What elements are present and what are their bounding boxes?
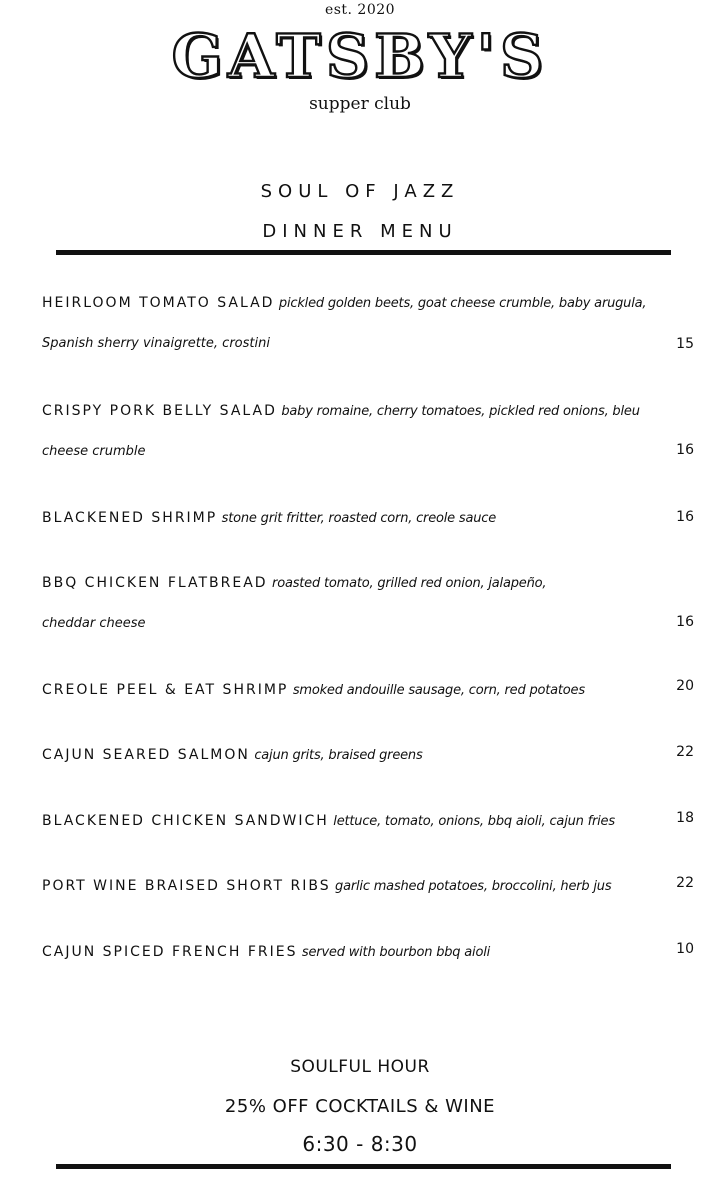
menu-item-blackened-shrimp	[42, 509, 702, 528]
menu-item-description: baby romaine, cherry tomatoes, pickled red onions, bleu	[281, 404, 640, 419]
restaurant-logo: GATSBY'S	[171, 22, 549, 92]
menu-item-name: PORT WINE BRAISED SHORT RIBS	[42, 878, 331, 894]
menu-item-description: lettuce, tomato, onions, bbq aioli, cajun fries	[333, 814, 615, 829]
menu-item-description: stone grit fritter, roasted corn, creole sauce	[221, 511, 497, 526]
menu-title-line-2: DINNER MENU	[262, 221, 458, 242]
menu-item-cajun-spiced-french-fries	[42, 943, 702, 962]
est-label: est. 2020	[324, 2, 396, 18]
menu-item-port-wine-braised-short-ribs	[42, 877, 702, 896]
menu-item-price: 16	[676, 509, 694, 525]
menu-item-blackened-chicken-sandwich	[42, 812, 702, 831]
menu-item-name: CAJUN SEARED SALMON	[42, 747, 250, 763]
menu-item-description: roasted tomato, grilled red onion, jalapeño,	[272, 576, 547, 591]
menu-item-description: garlic mashed potatoes, broccolini, herb jus	[335, 879, 612, 894]
menu-item-cajun-seared-salmon	[42, 746, 702, 765]
soulful-hour-offer: 25% OFF COCKTAILS & WINE	[224, 1096, 496, 1117]
menu-item-heirloom-tomato-salad	[42, 294, 702, 352]
menu-item-name: HEIRLOOM TOMATO SALAD	[42, 295, 275, 311]
menu-item-name: CAJUN SPICED FRENCH FRIES	[42, 944, 298, 960]
menu-item-name: BLACKENED SHRIMP	[42, 510, 218, 526]
menu-item-bbq-chicken-flatbread	[42, 574, 702, 631]
soulful-hour-time: 6:30 - 8:30	[302, 1132, 418, 1156]
menu-item-price: 10	[676, 941, 694, 957]
menu-item-description: cajun grits, braised greens	[254, 748, 423, 763]
menu-item-name: BLACKENED CHICKEN SANDWICH	[42, 813, 329, 829]
menu-item-description: served with bourbon bbq aioli	[301, 945, 491, 960]
menu-item-price: 22	[676, 875, 694, 891]
menu-item-price: 20	[676, 678, 694, 694]
menu-item-price: 22	[676, 744, 694, 760]
menu-item-description-continued: cheese crumble	[42, 444, 146, 459]
bottom-divider	[56, 1164, 671, 1169]
menu-item-price: 15	[676, 336, 694, 352]
menu-item-description: pickled golden beets, goat cheese crumble, baby arugula,	[278, 296, 647, 311]
top-divider	[56, 250, 671, 255]
menu-item-name: CRISPY PORK BELLY SALAD	[42, 403, 277, 419]
menu-item-description: smoked andouille sausage, corn, red potatoes	[292, 683, 585, 698]
menu-item-description-continued: Spanish sherry vinaigrette, crostini	[42, 336, 270, 351]
soulful-hour-heading: SOULFUL HOUR	[290, 1057, 430, 1077]
menu-item-price: 18	[676, 810, 694, 826]
menu-item-creole-peel-eat-shrimp	[42, 678, 702, 700]
menu-title-line-1: SOUL OF JAZZ	[260, 181, 460, 202]
menu-item-price: 16	[676, 614, 694, 630]
logo-subtitle: supper club	[309, 94, 411, 114]
menu-item-price: 16	[676, 442, 694, 458]
menu-item-name: CREOLE PEEL & EAT SHRIMP	[42, 682, 289, 698]
menu-item-name: BBQ CHICKEN FLATBREAD	[42, 575, 268, 591]
menu-item-description-continued: cheddar cheese	[42, 616, 146, 631]
menu-item-crispy-pork-belly-salad	[42, 402, 702, 459]
